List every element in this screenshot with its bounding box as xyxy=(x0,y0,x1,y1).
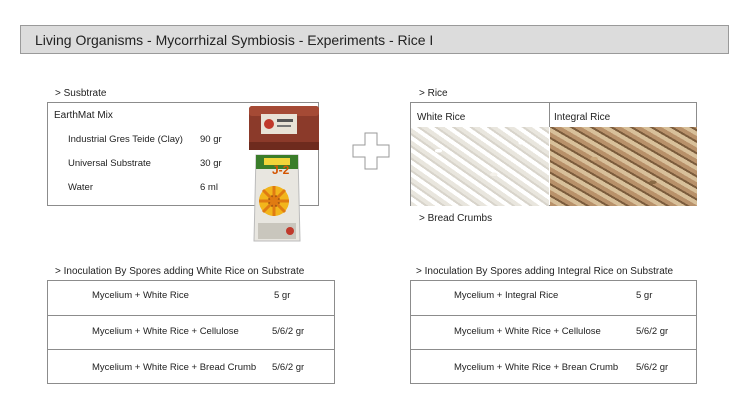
table-row xyxy=(48,281,334,316)
white-rice-image xyxy=(411,127,549,206)
page-header xyxy=(20,25,729,54)
page-title: Living Organisms - Mycorrhizal Symbiosis - Experiments - Rice I xyxy=(35,32,434,48)
row-amount: 5/6/2 gr xyxy=(636,326,669,337)
rice-box xyxy=(410,102,697,206)
table-row xyxy=(48,350,334,384)
inoc-integral-table xyxy=(410,280,697,384)
integral-rice-label: Integral Rice xyxy=(554,112,611,123)
row-amount: 5/6/2 gr xyxy=(636,362,669,373)
table-row xyxy=(411,316,696,350)
table-row xyxy=(48,316,334,350)
plus-icon xyxy=(352,132,390,170)
row-name: Mycelium + Integral Rice xyxy=(454,290,559,301)
table-row xyxy=(411,281,696,316)
row-name: Mycelium + White Rice + Cellulose xyxy=(454,326,601,337)
row-name: Mycelium + White Rice xyxy=(92,290,189,301)
substrate-row-amount: 6 ml xyxy=(200,182,218,193)
substrate-section-label: > Susbtrate xyxy=(55,88,107,99)
inoc-integral-title: > Inoculation By Spores adding Integral Rice on Substrate xyxy=(416,266,674,277)
inoc-white-table xyxy=(47,280,335,384)
row-name: Mycelium + White Rice + Brean Crumb xyxy=(454,362,619,373)
inoc-white-title: > Inoculation By Spores adding White Rice on Substrate xyxy=(55,266,305,277)
substrate-bag-image xyxy=(252,153,302,243)
clay-block-image xyxy=(247,104,321,152)
substrate-row-amount: 90 gr xyxy=(200,134,222,145)
row-amount: 5/6/2 gr xyxy=(272,362,305,373)
bag-label: J-2 xyxy=(272,163,290,177)
integral-rice-image xyxy=(550,127,697,206)
table-row xyxy=(411,350,696,384)
rice-divider xyxy=(549,103,550,127)
substrate-row-name: Industrial Gres Teide (Clay) xyxy=(68,134,183,145)
substrate-row-amount: 30 gr xyxy=(200,158,222,169)
bread-crumbs-label: > Bread Crumbs xyxy=(419,213,493,224)
row-name: Mycelium + White Rice + Cellulose xyxy=(92,326,239,337)
row-amount: 5 gr xyxy=(274,290,291,301)
white-rice-label: White Rice xyxy=(417,112,466,123)
substrate-row-name: Universal Substrate xyxy=(68,158,151,169)
substrate-row-name: Water xyxy=(68,182,93,193)
row-amount: 5 gr xyxy=(636,290,653,301)
row-amount: 5/6/2 gr xyxy=(272,326,305,337)
substrate-mix-title: EarthMat Mix xyxy=(54,110,113,121)
row-name: Mycelium + White Rice + Bread Crumb xyxy=(92,362,257,373)
rice-section-label: > Rice xyxy=(419,88,448,99)
